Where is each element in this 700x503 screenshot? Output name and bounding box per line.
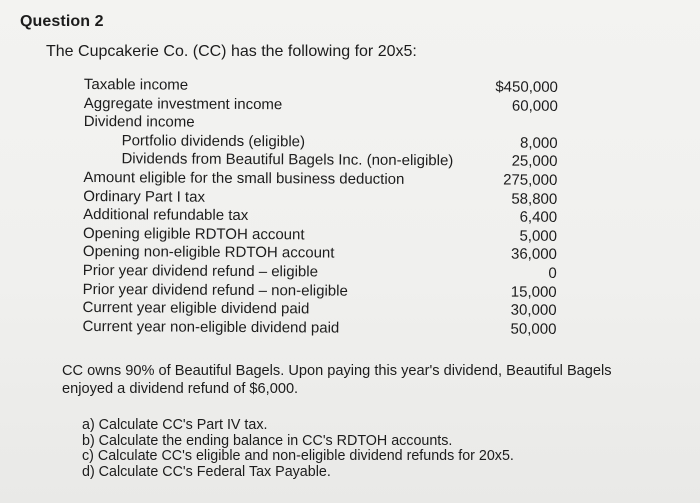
question-title: Question 2 [20,13,104,30]
item-value: $450,000 [495,78,558,96]
item-label: Aggregate investment income [83,94,283,113]
item-value: 8,000 [520,134,558,152]
item-value: 30,000 [510,301,557,320]
item-value: 6,400 [519,208,558,227]
item-label: Current year non-eligible dividend paid [82,317,340,337]
item-label: Opening non-eligible RDTOH account [82,243,335,262]
item-value: 36,000 [510,245,557,264]
item-value: 58,800 [511,190,558,208]
item-value: 60,000 [511,97,558,115]
item-value: 50,000 [510,320,557,338]
item-label: Prior year dividend refund – non-eligible [82,280,348,300]
item-label: Portfolio dividends (eligible) [121,132,306,151]
item-label: Prior year dividend refund – eligible [82,261,319,281]
item-value: 275,000 [503,171,558,189]
item-label: Taxable income [83,76,189,94]
item-label: Opening eligible RDTOH account [82,224,305,244]
question-intro: The Cupcakerie Co. (CC) has the following for 20x5: [46,43,417,60]
item-label: Amount eligible for the small business deduction [83,168,405,188]
item-value: 5,000 [519,227,558,245]
ownership-note [62,362,662,398]
item-value: 0 [548,264,557,282]
note-line: CC owns 90% of Beautiful Bagels. Upon paying this year's dividend, Beautiful Bagels [62,363,612,379]
item-label: Ordinary Part I tax [83,187,206,206]
question-parts-list [82,418,514,481]
financial-items-table [82,76,564,339]
item-label: Dividends from Beautiful Bagels Inc. (non-eligible) [121,150,454,170]
item-label: Additional refundable tax [83,206,249,225]
question-part: a) Calculate CC's Part IV tax. [82,417,268,433]
question-part: c) Calculate CC's eligible and non-eligible dividend refunds for 20x5. [82,448,514,465]
item-row [82,318,562,340]
question-part: d) Calculate CC's Federal Tax Payable. [82,464,331,481]
note-line: enjoyed a dividend refund of $6,000. [62,381,299,397]
item-label: Dividend income [83,113,195,131]
question-part: b) Calculate the ending balance in CC's RDTOH accounts. [82,432,453,449]
item-value: 25,000 [511,152,558,171]
item-label: Current year eligible dividend paid [82,299,310,318]
item-value: 15,000 [510,283,557,301]
